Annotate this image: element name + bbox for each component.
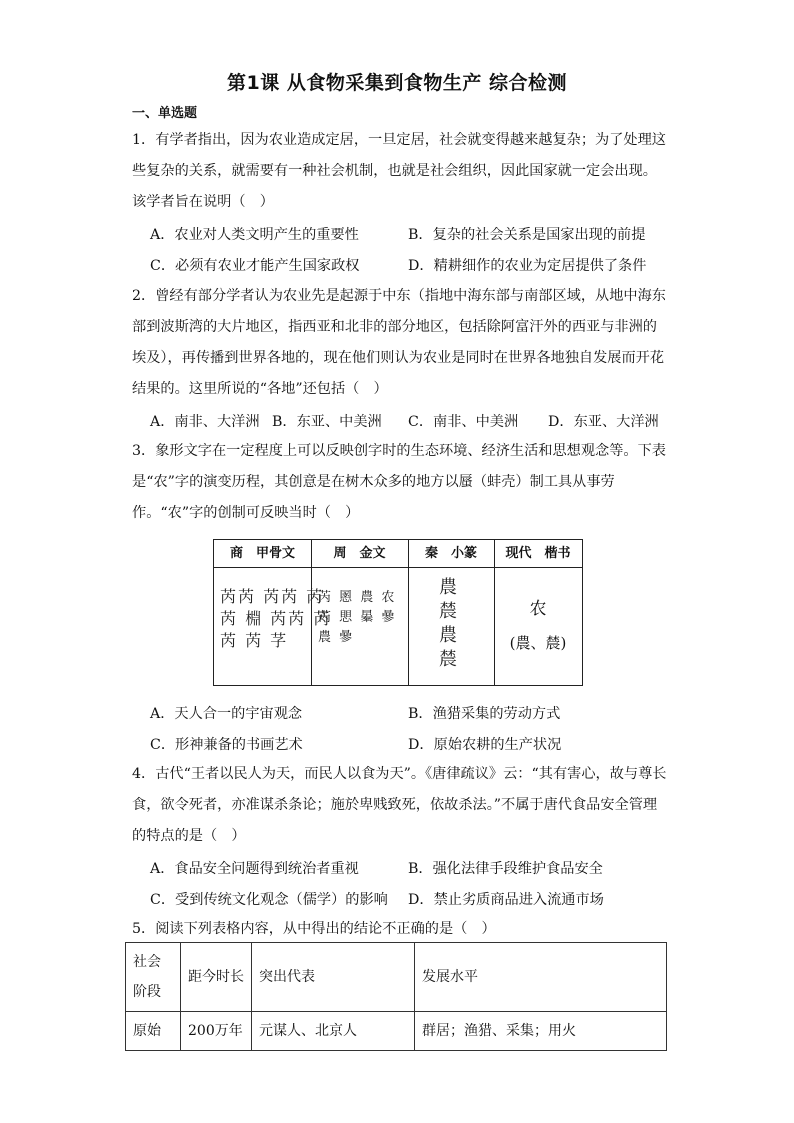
modern-character: 农	[529, 599, 547, 619]
page-title: 第1课 从食物采集到食物生产 综合检测	[227, 72, 567, 94]
question-3-option-d[interactable]: D．原始农耕的生产状况	[408, 737, 562, 753]
question-5-stem: 5．阅读下列表格内容，从中得出的结论不正确的是（ ）	[132, 921, 496, 937]
question-4-stem: 4．古代“王者以民人为天，而民人以食为天”。《唐律疏议》云：“其有害心，故与尊长食，欲令死者，亦准谋杀条论；施於卑贱致死，依故杀法。”不属于唐代食品安全管理的特点的是（ ）	[132, 766, 667, 844]
header-level: 发展水平	[415, 943, 667, 1012]
header-modern: 现代 楷书	[494, 540, 582, 568]
question-1-option-c[interactable]: C．必须有农业才能产生国家政权	[150, 258, 360, 274]
question-1-stem: 1．有学者指出，因为农业造成定居，一旦定居，社会就变得越来越复杂；为了处理这些复杂的关系，就需要有一种社会机制，也就是社会组织，因此国家就一定会出现。该学者旨在说明（ ）	[132, 132, 666, 210]
header-duration: 距今时长	[181, 943, 252, 1012]
table-row	[126, 1012, 667, 1051]
question-2-option-c[interactable]: C．南非、中美洲	[408, 414, 519, 430]
cell-level: 群居；渔猎、采集；用火	[415, 1012, 667, 1051]
question-1-option-b[interactable]: B．复杂的社会关系是国家出现的前提	[408, 227, 646, 243]
header-stage: 社会阶段	[126, 943, 181, 1012]
modern-variants: (農、辳)	[509, 634, 567, 652]
question-4-option-c[interactable]: C．受到传统文化观念（儒学）的影响	[150, 892, 388, 908]
question-2-stem: 2．曾经有部分学者认为农业先是起源于中东（指地中海东部与南部区域，从地中海东部到波斯湾的大片地区，指西亚和北非的部分地区，包括除阿富汗外的西亚与非洲的埃及），再传播到世界各地的，现在他们则认为农业是同时在世界各地独自发展而开花结果的。这里所说的“各地”还包括（ ）	[132, 288, 666, 397]
question-2-option-b[interactable]: B．东亚、中美洲	[272, 414, 382, 430]
bronze-glyphs: 芮 慁 農 农 芮 愳 曓 曑 農 曑	[318, 590, 397, 645]
character-evolution-table	[213, 539, 583, 686]
cell-stage: 原始	[126, 1012, 181, 1051]
table-header-row	[126, 943, 667, 1012]
header-bronze: 周 金文	[311, 540, 408, 568]
question-3-option-c[interactable]: C．形神兼备的书画艺术	[150, 737, 303, 753]
seal-glyphs: 農 辳 農 辳	[439, 577, 459, 670]
cell-representative: 元谋人、北京人	[252, 1012, 415, 1051]
question-1-option-a[interactable]: A．农业对人类文明产生的重要性	[150, 227, 359, 243]
header-representative: 突出代表	[252, 943, 415, 1012]
oracle-bone-glyphs: 芮芮 芮芮 芮 芮 棩 芮芮 芮 芮 芮 芓	[220, 587, 332, 650]
question-3-option-b[interactable]: B．渔猎采集的劳动方式	[408, 706, 561, 722]
section-heading: 一、单选题	[132, 106, 198, 121]
cell-duration: 200万年	[181, 1012, 252, 1051]
question-3-option-a[interactable]: A．天人合一的宇宙观念	[150, 706, 303, 722]
stage-table	[125, 942, 667, 1051]
question-4-option-a[interactable]: A．食品安全问题得到统治者重视	[150, 861, 359, 877]
question-2-option-d[interactable]: D．东亚、大洋洲	[548, 414, 659, 430]
question-1-option-d[interactable]: D．精耕细作的农业为定居提供了条件	[408, 258, 647, 274]
header-oracle-bone: 商 甲骨文	[214, 540, 311, 568]
question-4-option-b[interactable]: B．强化法律手段维护食品安全	[408, 861, 603, 877]
question-2-option-a[interactable]: A．南非、大洋洲	[150, 414, 260, 430]
question-3-stem: 3．象形文字在一定程度上可以反映创字时的生态环境、经济生活和思想观念等。下表是“农”字的演变历程，其创意是在树木众多的地方以蜃（蚌壳）制工具从事劳作。“农”字的创制可反映当时（ ）	[132, 443, 666, 521]
header-seal: 秦 小篆	[408, 540, 494, 568]
question-4-option-d[interactable]: D．禁止劣质商品进入流通市场	[408, 892, 604, 908]
